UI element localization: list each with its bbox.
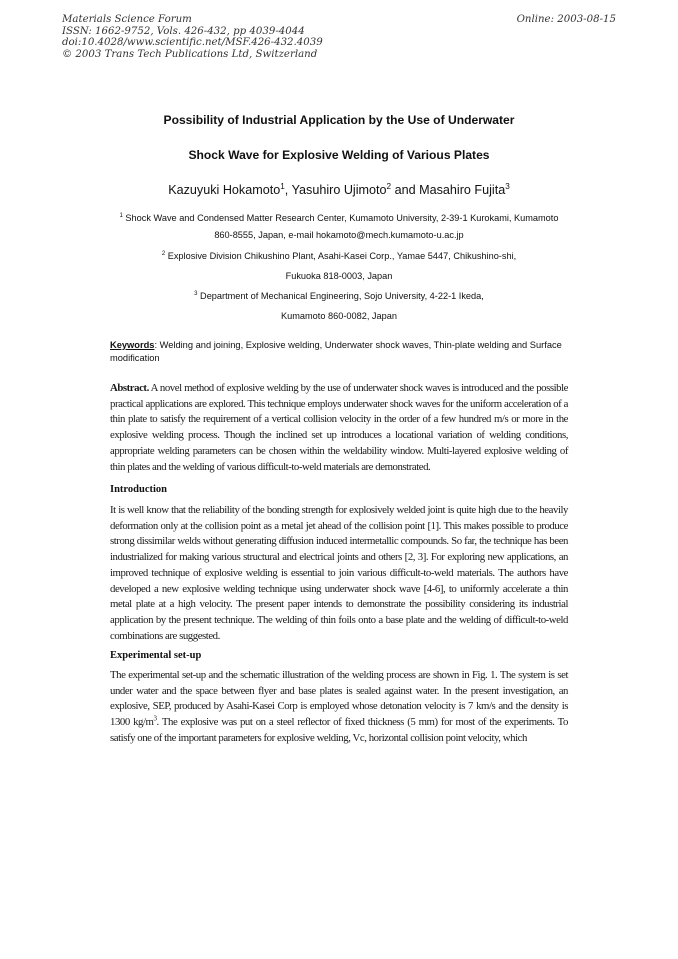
- author-name: Masahiro Fujita: [419, 183, 506, 197]
- experimental-heading: Experimental set-up: [110, 650, 202, 661]
- introduction-text: It is well know that the reliability of the bonding strength for explosively welded joint is quite high due to the heavily deformation only at the collision point as a metal jet ahead of the collision point [1]. This makes possible to produce strong dissimilar welds without generating diffusion induced intermetallic compounds. So far, the technique has been industrialized for making various structural and electrical joints and others [2, 3]. For exploring new applications, an improved technique of explosive welding is essential to join various difficult-to-weld materials. The authors have developed a new explosive welding technique using underwater shock wave [4-6], to uniformly accelerate a thin metal plate at a high velocity. The present paper intends to demonstrate the possibility considering its industrial application by the present technique. The welding of thin foils onto a base plate and the welding of difficult-to-weld combinations are suggested.: [110, 504, 568, 642]
- author-name: Kazuyuki Hokamoto: [168, 183, 281, 197]
- keywords: [110, 339, 570, 365]
- affiliation-1-line-1: $^1$ Shock Wave and Condensed Matter Research Center, Kumamoto University, 2-39-1 Kurokami, Kumamoto: [119, 212, 559, 223]
- author-sup: 1: [280, 181, 285, 191]
- affiliation-2-line-2: Fukuoka 818-0003, Japan: [285, 271, 393, 281]
- affiliation-3-line-2: Kumamoto 860-0082, Japan: [281, 311, 397, 321]
- experimental-text: The experimental set-up and the schematic illustration of the welding process are shown in Fig. 1. The system is set under water and the space between flyer and base plates is sealed against water. In the present investigation, an explosive, SEP, produced by Asahi-Kasei Corp is employed whose detonation velocity is 7 km/s and the density is 1300 $kg/m^3$. The explosive was put on a steel reflector of fixed thickness (5 mm) for most of the experiments. To satisfy one of the important parameters for explosive welding, Vc, horizontal collision point velocity, which: [110, 669, 568, 744]
- author-list: [100, 183, 578, 197]
- author-sup: 2: [386, 181, 392, 191]
- author-sep: ,: [284, 183, 292, 197]
- keywords-label: Keywords: [110, 340, 155, 350]
- title-line-1: Possibility of Industrial Application by the Use of Underwater: [163, 113, 515, 127]
- issn-line: ISSN: 1662-9752, Vols. 426-432, pp 4039-4044: [62, 25, 305, 37]
- journal-header: [62, 14, 323, 60]
- affiliation-3-line-1: $^3$ Department of Mechanical Engineering, Sojo University, 4-22-1 Ikeda,: [194, 290, 484, 301]
- author-name: Yasuhiro Ujimoto: [291, 183, 387, 197]
- author-sep: and: [391, 183, 420, 197]
- title-line-2: Shock Wave for Explosive Welding of Various Plates: [188, 148, 490, 162]
- abstract: [110, 381, 568, 475]
- abstract-text: A novel method of explosive welding by the use of underwater shock waves is introduced and the possible practical applications are explored. This technique employs underwater shock waves for the uniform acceleration of a thin plate to satisfy the requirement of a vertical collision velocity in the order of a few hundred m/s or more in the explosive welding process. Though the inclined set up introduces a locational variation of welding conditions, appropriate welding parameters can be chosen within the weldability window. Multi-layered explosive welding of thin plates and the welding of various difficult-to-weld materials are demonstrated.: [110, 382, 568, 473]
- journal-name: Materials Science Forum: [62, 14, 192, 25]
- author-sup: 3: [505, 181, 510, 191]
- affiliation-1-line-2: 860-8555, Japan, e-mail hokamoto@mech.kumamoto-u.ac.jp: [214, 230, 464, 240]
- doi-line: doi:10.4028/www.scientific.net/MSF.426-432.4039: [62, 37, 323, 49]
- abstract-label: Abstract.: [110, 382, 149, 394]
- copyright-line: © 2003 Trans Tech Publications Ltd, Switzerland: [62, 48, 318, 60]
- keywords-text: : Welding and joining, Explosive welding, Underwater shock waves, Thin-plate welding and Surface modification: [110, 340, 562, 363]
- introduction-heading: Introduction: [110, 484, 167, 495]
- online-date: Online: 2003-08-15: [516, 14, 616, 25]
- affiliation-2-line-1: $^2$ Explosive Division Chikushino Plant, Asahi-Kasei Corp., Yamae 5447, Chikushino-shi,: [161, 250, 517, 261]
